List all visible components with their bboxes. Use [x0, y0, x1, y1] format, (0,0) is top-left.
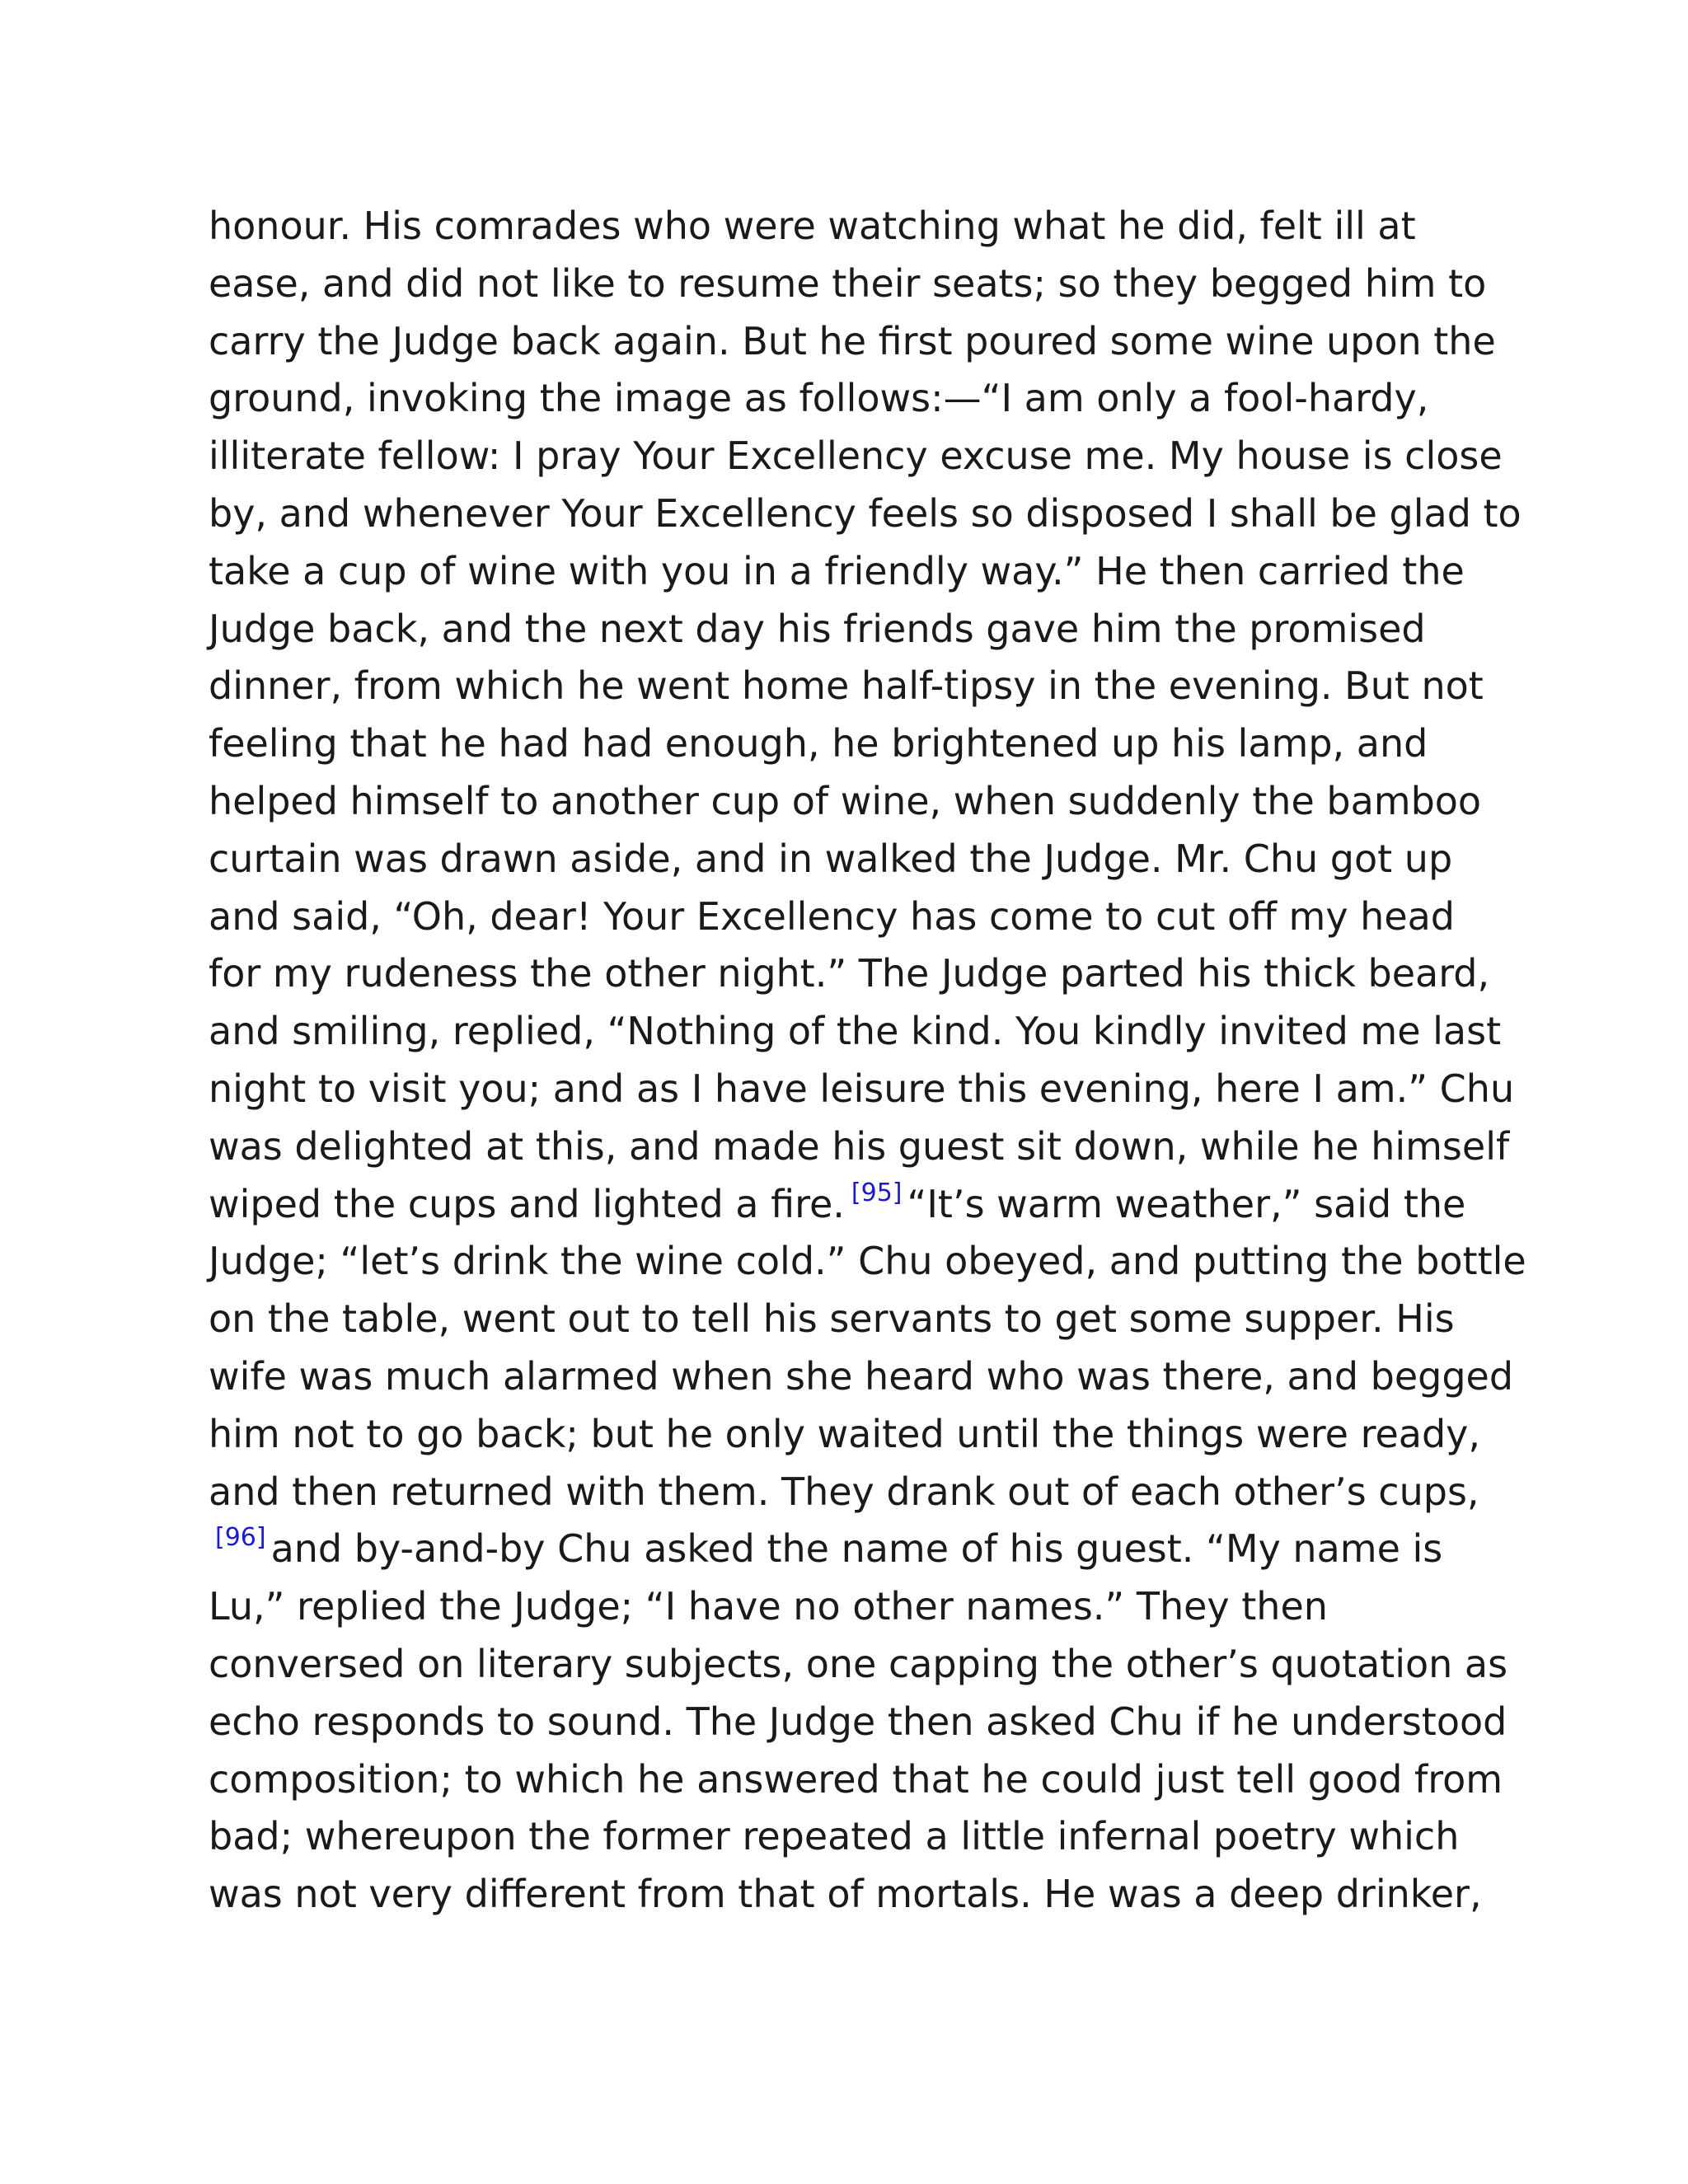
text-line: dinner, from which he went home half-tipsy in the evening. But not [209, 663, 1484, 709]
text-line: composition; to which he answered that he could just tell good from [209, 1756, 1503, 1802]
line-text-after: “It’s warm weather,” said the [907, 1181, 1466, 1226]
text-line: and smiling, replied, “Nothing of the kind. You kindly invited me last [209, 1009, 1502, 1054]
body-text [209, 198, 1526, 1924]
text-line: was delighted at this, and made his guest sit down, while he himself [209, 1123, 1510, 1169]
text-line: him not to go back; but he only waited until the things were ready, [209, 1411, 1481, 1456]
footnote-link-95[interactable]: [95] [851, 1178, 903, 1207]
text-line: curtain was drawn aside, and in walked the Judge. Mr. Chu got up [209, 836, 1453, 881]
text-line: Judge; “let’s drink the wine cold.” Chu obeyed, and putting the bottle [209, 1239, 1526, 1284]
line-text-after: and by-and-by Chu asked the name of his guest. “My name is [270, 1526, 1443, 1572]
text-line: and then returned with them. They drank out of each other’s cups, [209, 1469, 1479, 1514]
text-line: conversed on literary subjects, one capping the other’s quotation as [209, 1641, 1508, 1686]
text-line: echo responds to sound. The Judge then asked Chu if he understood [209, 1699, 1507, 1744]
line-text-before: wiped the cups and lighted a fire. [209, 1181, 845, 1226]
text-line: by, and whenever Your Excellency feels so disposed I shall be glad to [209, 490, 1522, 536]
text-line: wife was much alarmed when she heard who was there, and begged [209, 1353, 1514, 1399]
text-line: on the table, went out to tell his servants to get some supper. His [209, 1296, 1455, 1342]
text-line: ease, and did not like to resume their seats; so they begged him to [209, 260, 1487, 306]
text-line: for my rudeness the other night.” The Judge parted his thick beard, [209, 951, 1490, 996]
text-line: bad; whereupon the former repeated a little infernal poetry which [209, 1814, 1460, 1859]
text-line: ground, invoking the image as follows:—“I am only a fool-hardy, [209, 376, 1429, 421]
text-line: helped himself to another cup of wine, when suddenly the bamboo [209, 778, 1482, 823]
text-line: Lu,” replied the Judge; “I have no other names.” They then [209, 1584, 1328, 1629]
text-line: and said, “Oh, dear! Your Excellency has come to cut off my head [209, 893, 1456, 939]
text-line: night to visit you; and as I have leisure this evening, here I am.” Chu [209, 1066, 1515, 1111]
text-line-with-footnote [209, 1176, 1494, 1234]
text-line-with-footnote [209, 1521, 1494, 1578]
text-line: illiterate fellow: I pray Your Excellency excuse me. My house is close [209, 434, 1503, 479]
text-line: feeling that he had had enough, he brightened up his lamp, and [209, 721, 1428, 766]
text-line: was not very different from that of mortals. He was a deep drinker, [209, 1872, 1482, 1917]
text-line: honour. His comrades who were watching what he did, felt ill at [209, 204, 1416, 248]
text-line: Judge back, and the next day his friends gave him the promised [209, 606, 1426, 651]
text-line: carry the Judge back again. But he first poured some wine upon the [209, 318, 1496, 363]
footnote-link-96[interactable]: [96] [215, 1523, 266, 1553]
text-line: take a cup of wine with you in a friendly way.” He then carried the [209, 548, 1465, 593]
